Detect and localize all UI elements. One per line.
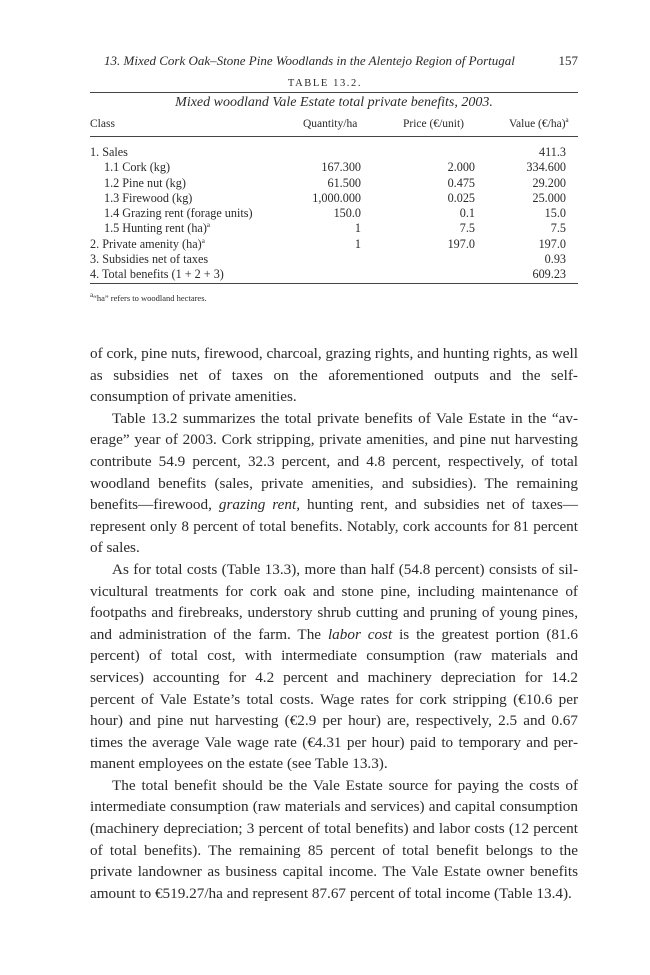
page-number: 157	[558, 53, 578, 68]
table-row	[90, 206, 578, 221]
table-row	[90, 160, 578, 175]
cell-price: 0.025	[447, 190, 475, 205]
cell-value: 7.5	[550, 221, 566, 236]
cell-price: 197.0	[447, 236, 475, 251]
cell-quantity: 1,000.000	[312, 190, 361, 205]
col-header-quantity: Quantity/ha	[303, 118, 358, 130]
table-row	[90, 237, 578, 252]
cell-value: 29.200	[532, 175, 566, 190]
footnote-text: “ha” refers to woodland hectares.	[93, 293, 207, 303]
table-row	[90, 267, 578, 282]
table-footnote	[90, 293, 207, 303]
cell-value: 411.3	[539, 145, 566, 159]
cell-quantity: 1	[354, 221, 361, 236]
running-header	[104, 53, 578, 69]
cell-value: 609.23	[532, 267, 566, 282]
cell-class: 1. Sales	[90, 145, 128, 159]
cell-class: 4. Total benefits (1 + 2 + 3)	[90, 267, 224, 282]
cell-class: 1.4 Grazing rent (forage units)	[104, 206, 253, 221]
table-row	[90, 252, 578, 267]
body-text	[90, 343, 578, 904]
cell-class: 1.3 Firewood (kg)	[104, 190, 193, 205]
paragraph: of cork, pine nuts, firewood, charcoal, grazing rights, and hunting rights, as well as subsidies net of taxes on the aforementioned outputs and the self-consumption of private amenities.	[90, 345, 578, 406]
cell-quantity: 1	[354, 236, 361, 251]
cell-price: 2.000	[447, 160, 475, 175]
table-row	[90, 145, 578, 160]
cell-class: 1.1 Cork (kg)	[104, 160, 171, 175]
cell-value: 197.0	[538, 236, 566, 251]
cell-class: 3. Subsidies net of taxes	[90, 252, 209, 267]
cell-quantity: 150.0	[333, 206, 361, 221]
cell-value: 0.93	[544, 252, 566, 267]
table-header-rule	[90, 136, 578, 137]
table-row	[90, 221, 578, 236]
table-body	[90, 145, 578, 283]
col-header-value: Value (€/ha)$^a$	[509, 116, 569, 130]
table-label: TABLE 13.2.	[287, 78, 363, 89]
cell-price: 7.5	[459, 221, 475, 236]
table-top-rule	[90, 92, 578, 93]
table-row	[90, 191, 578, 206]
col-header-class: Class	[90, 118, 115, 130]
cell-value: 334.600	[526, 160, 566, 175]
cell-class: 1.5 Hunting rent (ha)$^a$	[104, 221, 211, 236]
paragraph: As for total costs (Table 13.3), more than half (54.8 percent) consists of silvicultural treatments for cork oak and stone pine, including maintenance of footpaths and firebreaks, understory shrub cutting and pruning of young pines, and administration of the farm. The labor cost is the greatest portion (81.6 percent) of total cost, with intermediate consumption (raw materials and services) accounting for 4.2 percent and machinery depreciation for 14.2 percent of Vale Estate’s total costs. Wage rates for cork stripping (€10.6 per hour) and pine nut harvesting (€2.9 per hour) are, respectively, 2.5 and 0.67 times the average Vale wage rate (€4.31 per hour) paid to temporary and permanent employees on the estate (see Table 13.3).	[90, 560, 578, 773]
paragraph: Table 13.2 summarizes the total private benefits of Vale Estate in the “average” year of 2003. Cork stripping, private amenities, and pine nut harvesting contribute 54.9 percent, 32.3 percent, and 4.8 percent, respectively, of total woodland benefits (sales, private amenities, and subsidies). The remaining benefits—firewood, grazing rent, hunting rent, and subsidies net of taxes—represent only 8 percent of total benefits. Notably, cork accounts for 81 percent of sales.	[90, 409, 578, 557]
footnote-marker: a	[90, 291, 94, 300]
cell-class: 2. Private amenity (ha)$^a$	[90, 236, 205, 251]
cell-class: 1.2 Pine nut (kg)	[104, 175, 186, 190]
cell-price: 0.1	[459, 206, 475, 221]
cell-value: 15.0	[544, 206, 566, 221]
cell-value: 25.000	[532, 190, 566, 205]
running-title: 13. Mixed Cork Oak–Stone Pine Woodlands in the Alentejo Region of Portugal	[104, 53, 515, 68]
table-row	[90, 176, 578, 191]
cell-price: 0.475	[447, 175, 475, 190]
table-title: Mixed woodland Vale Estate total private benefits, 2003.	[175, 95, 493, 110]
cell-quantity: 61.500	[327, 175, 361, 190]
paragraph: The total benefit should be the Vale Estate source for paying the costs of intermediate consumption (raw materials and services) and capital consumption (machinery depreciation; 3 percent of total benefits) and labor costs (12 percent of total benefits). The remaining 85 percent of total benefit belongs to the private landowner as business capital income. The Vale Estate owner benefits amount to €519.27/ha and represent 87.67 percent of total income (Table 13.4).	[90, 776, 578, 902]
cell-quantity: 167.300	[321, 160, 361, 175]
table-bottom-rule	[90, 283, 578, 284]
col-header-price: Price (€/unit)	[403, 118, 464, 130]
